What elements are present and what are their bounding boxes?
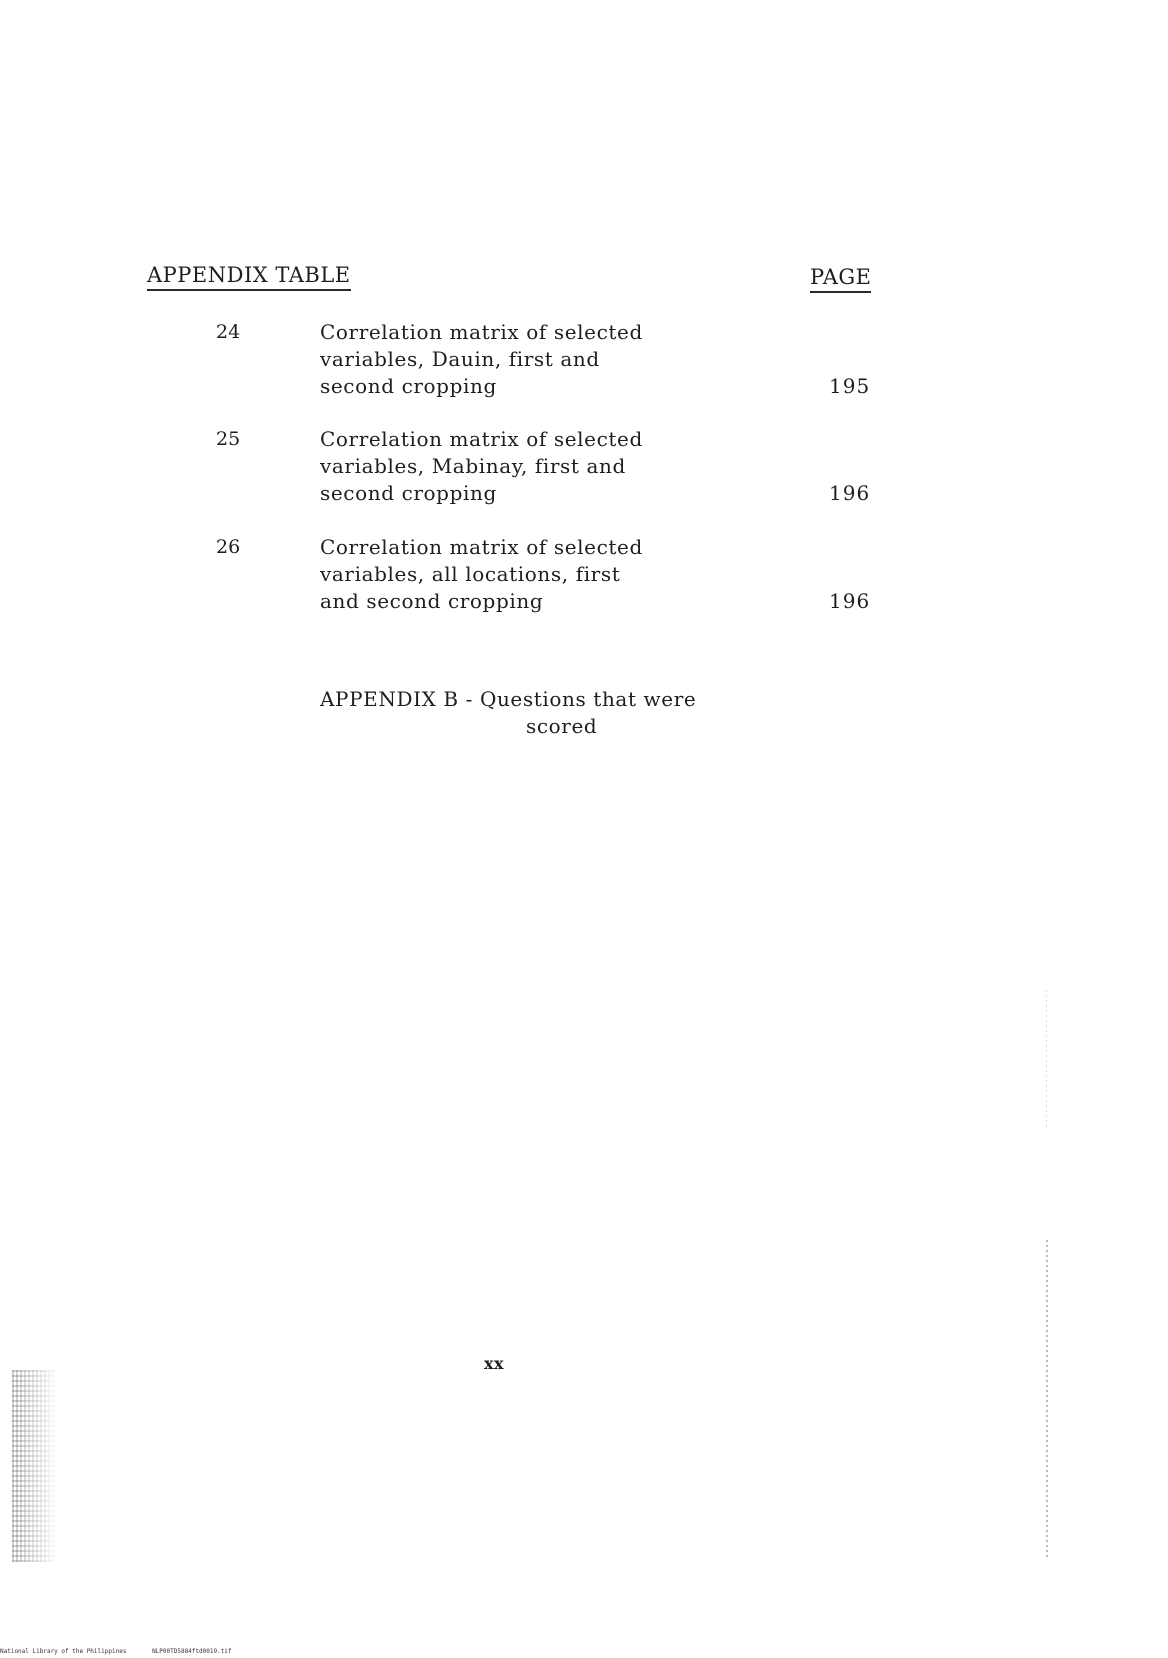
entry-number: 25 — [216, 428, 241, 450]
entry-line: second cropping — [320, 374, 497, 398]
entry-number: 26 — [216, 536, 241, 558]
entry-line: Correlation matrix of selected — [320, 320, 643, 344]
library-credit: National Library of the Philippines — [0, 1648, 127, 1655]
entry-line: Correlation matrix of selected — [320, 427, 643, 451]
entry-number: 24 — [216, 321, 241, 343]
appendix-b-heading — [320, 686, 696, 740]
entry-page-number: 195 — [829, 374, 871, 398]
entry-page-number: 196 — [829, 589, 871, 613]
page-folio: xx — [484, 1354, 505, 1373]
entry-line: second cropping — [320, 481, 497, 505]
scan-filename: NLP00TD5884ftd0019.tif — [152, 1648, 232, 1655]
entry-description — [320, 426, 740, 507]
appendix-table-heading: APPENDIX TABLE — [147, 263, 351, 291]
scan-edge-artifact — [1046, 1240, 1048, 1560]
entry-line: variables, Mabinay, first and — [320, 454, 626, 478]
scan-footer — [0, 1648, 232, 1656]
page-column-heading: PAGE — [810, 265, 871, 293]
entry-description — [320, 534, 740, 615]
appendix-b-line: APPENDIX B - Questions that were — [320, 687, 697, 711]
entry-line: variables, Dauin, first and — [320, 347, 600, 371]
scan-smudge — [12, 1370, 58, 1562]
entry-line: Correlation matrix of selected — [320, 535, 643, 559]
entry-page-number: 196 — [829, 481, 871, 505]
scan-edge-artifact — [1046, 990, 1047, 1130]
entry-description — [320, 319, 740, 400]
appendix-b-line: scored — [526, 714, 598, 738]
entry-line: and second cropping — [320, 589, 544, 613]
entry-line: variables, all locations, first — [320, 562, 621, 586]
